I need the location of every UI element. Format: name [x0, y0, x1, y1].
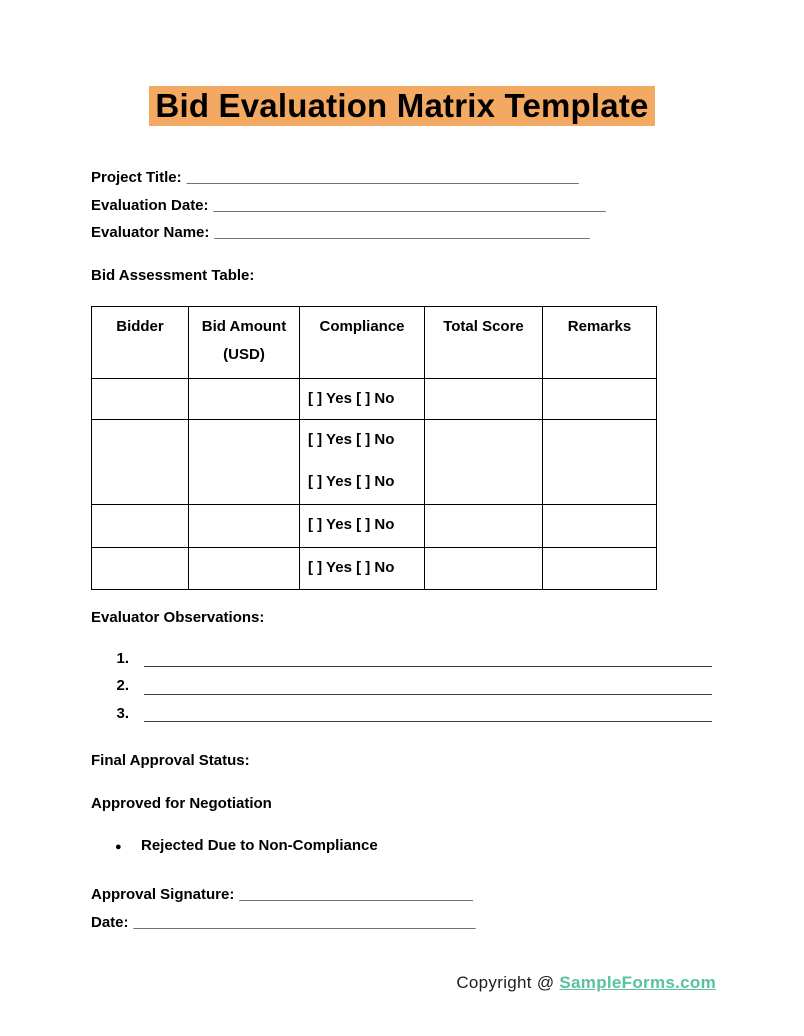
total-score-cell-empty	[425, 504, 543, 547]
compliance-yes-no-option: [ ] Yes [ ] No	[308, 515, 395, 533]
observation-blank-line	[144, 672, 712, 695]
compliance-cell	[300, 378, 425, 419]
observation-number: 3.	[116, 704, 129, 722]
list-item	[91, 645, 716, 673]
final-approval-status-heading: Final Approval Status:	[91, 752, 250, 769]
evaluator-name-label: Evaluator Name:	[91, 224, 210, 241]
compliance-yes-no-option: [ ] Yes [ ] No	[308, 389, 395, 407]
date-field	[91, 909, 716, 937]
approval-signature-field	[91, 881, 716, 909]
bid-amount-cell-empty	[189, 419, 300, 504]
document-title: Bid Evaluation Matrix Template	[149, 86, 654, 126]
total-score-cell-empty	[425, 378, 543, 419]
table-row	[92, 419, 657, 504]
project-title-blank-line: _______________________________________________	[186, 169, 579, 186]
document-content	[91, 164, 716, 995]
bid-amount-cell-empty	[189, 547, 300, 589]
header-remarks: Remarks	[543, 306, 657, 378]
bid-amount-cell-empty	[189, 378, 300, 419]
remarks-cell-empty	[543, 419, 657, 504]
bidder-cell-empty	[92, 419, 189, 504]
remarks-cell-empty	[543, 504, 657, 547]
approval-signature-blank-line: ____________________________	[239, 886, 473, 903]
total-score-cell-empty	[425, 547, 543, 589]
bid-assessment-heading: Bid Assessment Table:	[91, 266, 255, 284]
compliance-yes-no-option: [ ] Yes [ ] No	[308, 472, 395, 490]
bidder-cell-empty	[92, 378, 189, 419]
approved-for-negotiation-option: Approved for Negotiation	[91, 795, 272, 812]
title-row	[0, 0, 804, 126]
observation-blank-line	[144, 645, 712, 668]
header-compliance: Compliance	[300, 306, 425, 378]
evaluation-date-label: Evaluation Date:	[91, 196, 209, 214]
table-row	[92, 547, 657, 589]
compliance-cell	[300, 504, 425, 547]
rejected-option-item	[91, 836, 716, 857]
bullet-icon: ●	[115, 841, 122, 853]
evaluation-date-blank-line: _______________________________________________	[213, 196, 606, 214]
project-title-field	[91, 164, 716, 192]
evaluator-name-blank-line: _____________________________________________	[214, 224, 590, 241]
header-fields	[91, 164, 716, 247]
bid-assessment-table	[91, 306, 657, 590]
observations-list	[91, 645, 716, 728]
list-item	[91, 700, 716, 728]
footer-link[interactable]: SampleForms.com	[559, 973, 716, 992]
bidder-cell-empty	[92, 504, 189, 547]
table-row	[92, 504, 657, 547]
header-bidder: Bidder	[92, 306, 189, 378]
remarks-cell-empty	[543, 378, 657, 419]
bidder-cell-empty	[92, 547, 189, 589]
compliance-cell	[300, 419, 425, 504]
list-item	[91, 672, 716, 700]
table-header-row	[92, 306, 657, 378]
bid-amount-cell-empty	[189, 504, 300, 547]
total-score-cell-empty	[425, 419, 543, 504]
rejected-option-label: Rejected Due to Non-Compliance	[141, 837, 378, 854]
compliance-yes-no-option: [ ] Yes [ ] No	[308, 558, 395, 576]
compliance-yes-no-option: [ ] Yes [ ] No	[308, 430, 395, 448]
evaluator-name-field	[91, 219, 716, 247]
header-bid-amount: Bid Amount (USD)	[189, 306, 300, 378]
remarks-cell-empty	[543, 547, 657, 589]
footer	[91, 971, 716, 995]
observation-number: 1.	[116, 649, 129, 667]
signature-block	[91, 881, 716, 936]
observation-blank-line	[144, 700, 712, 723]
evaluation-date-field	[91, 192, 716, 220]
date-blank-line: _________________________________________	[133, 913, 476, 931]
approval-signature-label: Approval Signature:	[91, 886, 235, 903]
evaluator-observations-heading: Evaluator Observations:	[91, 608, 265, 626]
project-title-label: Project Title:	[91, 169, 182, 186]
header-total-score: Total Score	[425, 306, 543, 378]
copyright-text: Copyright @	[456, 973, 555, 992]
observation-number: 2.	[116, 677, 129, 694]
date-label: Date:	[91, 913, 129, 931]
table-row	[92, 378, 657, 419]
compliance-cell	[300, 547, 425, 589]
